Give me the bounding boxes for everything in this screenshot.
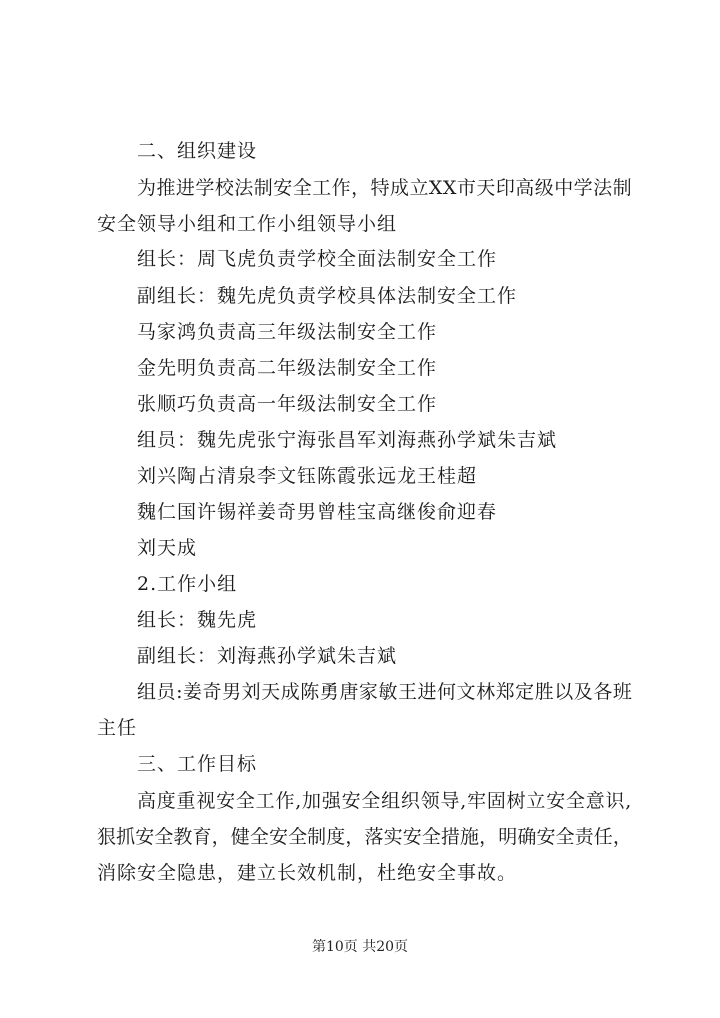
paragraph-line: 马家鸿负责高三年级法制安全工作	[137, 321, 438, 343]
paragraph-line: 魏仁国许锡祥姜奇男曾桂宝高继俊俞迎春	[137, 501, 498, 523]
section-heading-organization: 二、组织建设	[137, 140, 258, 162]
paragraph-line: 副组长：刘海燕孙学斌朱吉斌	[137, 645, 398, 667]
paragraph-line: 高度重视安全工作,加强安全组织领导,牢固树立安全意识,	[137, 790, 633, 812]
paragraph-line: 为推进学校法制安全工作，特成立XX市天印高级中学法制	[137, 177, 633, 199]
paragraph-line: 组员：魏先虎张宁海张昌军刘海燕孙学斌朱吉斌	[137, 429, 558, 451]
paragraph-line: 安全领导小组和工作小组领导小组	[97, 213, 398, 235]
paragraph-line: 刘天成	[137, 537, 198, 559]
paragraph-line: 副组长：魏先虎负责学校具体法制安全工作	[137, 285, 518, 307]
paragraph-line: 狠抓安全教育，健全安全制度，落实安全措施，明确安全责任，	[97, 826, 633, 848]
page-number: 第10页 共20页	[311, 939, 409, 955]
paragraph-line: 刘兴陶占清泉李文钰陈霞张远龙王桂超	[137, 465, 478, 487]
paragraph-line: 主任	[97, 717, 138, 739]
paragraph-line: 组长：周飞虎负责学校全面法制安全工作	[137, 248, 498, 270]
paragraph-line: 组员:姜奇男刘天成陈勇唐家敏王进何文林郑定胜以及各班	[137, 681, 633, 703]
subsection-heading-work-group: 2.工作小组	[137, 573, 238, 595]
section-heading-goals: 三、工作目标	[137, 753, 258, 775]
paragraph-line: 张顺巧负责高一年级法制安全工作	[137, 393, 438, 415]
paragraph-line: 组长：魏先虎	[137, 609, 258, 631]
paragraph-line: 消除安全隐患，建立长效机制，杜绝安全事故。	[97, 862, 518, 884]
paragraph-line: 金先明负责高二年级法制安全工作	[137, 357, 438, 379]
